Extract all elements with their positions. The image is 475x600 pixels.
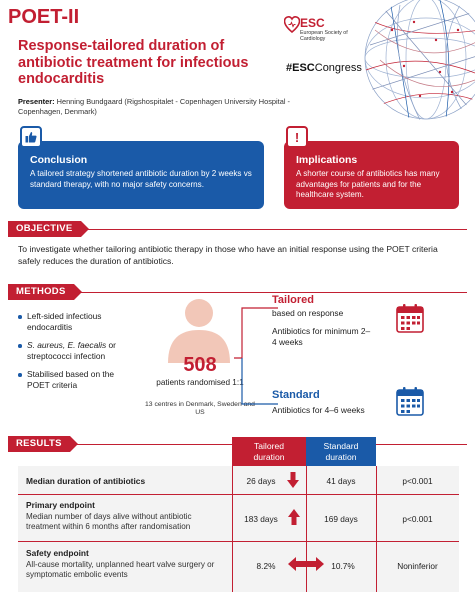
tailored-arm-line2: Antibiotics for minimum 2–4 weeks [272,326,371,347]
thumbs-up-icon [25,131,37,143]
methods-bullet: Left-sided infectious endocarditis [18,311,138,332]
page-title: POET-II [8,6,80,28]
conclusion-text: A tailored strategy shortened antibiotic duration by 2 weeks vs standard therapy, with no major safety concerns. [30,169,252,189]
centres-text: 13 centres in Denmark, Sweden and US [145,401,255,417]
tailored-value: 26 days [246,476,276,486]
col-head-standard-text: Standard duration [323,441,359,462]
organism-names: S. aureus, E. faecalis [27,340,107,351]
tailored-arm-line1: based on response [272,308,344,318]
calendar-icon [396,386,424,416]
col-head-standard [306,437,376,466]
study-subtitle: Response-tailored duration of antibiotic treatment for infectious endocarditis [18,38,249,87]
standard-value: 41 days [326,476,356,486]
calendar-icon [396,303,424,333]
result-row-title: Median duration of antibiotics [26,476,146,486]
implications-text: A shorter course of antibiotics has many advantages for patients and for the healthcare system. [296,169,440,199]
standard-value: 10.7% [331,561,355,571]
col-head-tailored [232,437,306,466]
methods-bullet [18,340,138,361]
congress-hash: # [286,62,293,74]
heart-logo-icon [284,16,300,34]
presenter-line [18,97,318,117]
tailored-value: 8.2% [256,561,276,571]
globe-network-icon [340,0,475,125]
standard-arm-line1: Antibiotics for 4–6 weeks [272,405,365,415]
standard-value: 169 days [324,514,358,524]
arrow-down-icon [287,472,299,488]
esc-logo-subline: European Society of Cardiology [300,30,348,42]
col-head-tailored-text: Tailored duration [253,441,285,462]
esc-logo-name: ESC [300,16,325,30]
result-row-desc: Median number of days alive without antibiotic treatment within 6 months after randomisation [26,512,192,532]
objective-text: To investigate whether tailoring antibiotic therapy in those who have an initial response using the POET criteria safely reduces the duration of antibiotics. [18,244,438,266]
row-divider [18,541,459,542]
results-label: RESULTS [8,436,70,452]
arrow-up-icon [288,509,300,525]
conclusion-box [18,141,264,209]
result-row-title: Safety endpoint [26,548,89,558]
p-value: Noninferior [397,561,438,571]
objective-label: OBJECTIVE [8,221,81,237]
conclusion-heading: Conclusion [30,154,88,166]
row-divider [18,494,459,495]
p-value: p<0.001 [402,514,433,524]
tailored-arm-title: Tailored [272,294,314,306]
patient-count: 508 [183,354,217,376]
exclamation-icon: ! [286,126,308,148]
patient-label: patients randomised 1:1 [156,378,244,387]
methods-label: METHODS [8,284,74,300]
congress-bold: ESC [292,62,315,74]
result-row-title: Primary endpoint [26,500,95,510]
p-value: p<0.001 [402,476,433,486]
implications-heading: Implications [296,154,358,166]
organism-rest: or streptococci infection [27,340,116,361]
methods-bullets [18,311,138,399]
presenter-text: Henning Bundgaard (Rigshospitalet - Copenhagen University Hospital - Copenhagen, Denmark) [18,97,290,116]
tailored-value: 183 days [244,514,278,524]
col-divider [232,466,233,592]
implications-box [284,141,459,209]
result-row-desc: All-cause mortality, unplanned heart valve surgery or symptomatic embolic events [26,560,215,580]
methods-bullet: Stabilised based on the POET criteria [18,369,138,390]
standard-arm-title: Standard [272,389,320,401]
conclusion-badge [20,126,42,148]
presenter-label: Presenter: [18,97,55,106]
congress-rest: Congress [314,62,362,74]
